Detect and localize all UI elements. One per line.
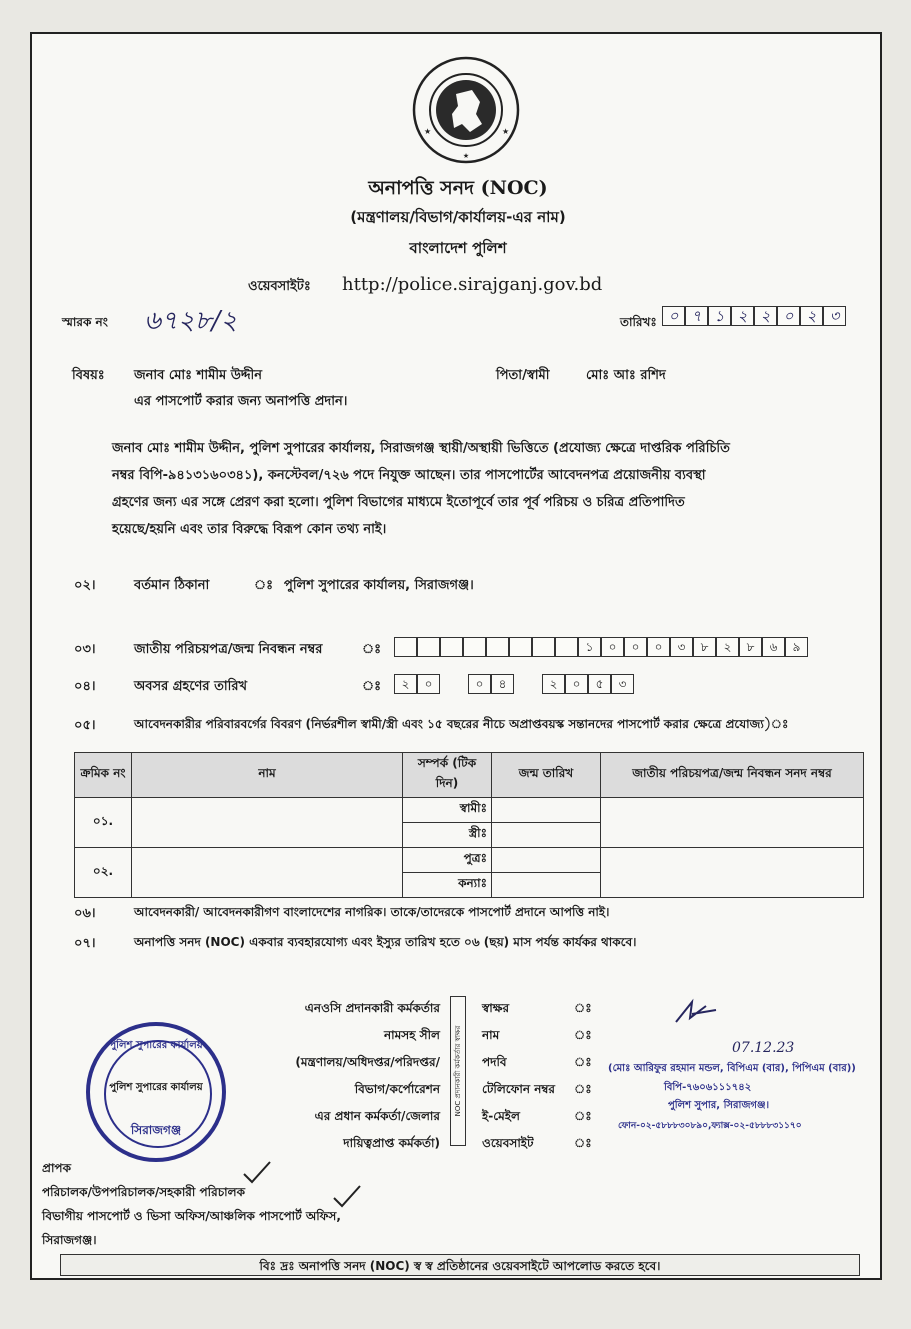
row1-serial: ০১.: [75, 798, 132, 848]
official-seal: [86, 1022, 226, 1162]
seal-top-text: পুলিশ সুপারের কার্যালয়: [109, 1040, 203, 1051]
field-name: নাম: [482, 1028, 500, 1042]
col-dob: জন্ম তারিখ: [492, 753, 601, 798]
officer-phone: ফোন-০২-৫৮৮৮৩০৮৯০,ফ্যাক্স-০২-৫৮৮৮৩১১৭০: [618, 1121, 802, 1131]
nid-digit: [394, 637, 417, 657]
nid-digit: ৩: [670, 637, 693, 657]
item3-number: ০৩।: [74, 642, 96, 657]
page-subtitle: (মন্ত্রণালয়/বিভাগ/কার্যালয়-এর নাম): [350, 208, 566, 226]
subject-label: বিষয়ঃ: [72, 368, 105, 383]
seal-middle-text: পুলিশ সুপারের কার্যালয়: [109, 1082, 203, 1093]
rel-wife: স্ত্রীঃ: [403, 823, 492, 848]
date-digit: ২: [731, 306, 754, 326]
retire-digit: ০: [417, 674, 440, 694]
nid-digit: [440, 637, 463, 657]
nid-digit: ০: [647, 637, 670, 657]
table-row: [75, 848, 864, 873]
tick-mark: [242, 1160, 272, 1184]
date-digit: ২: [800, 306, 823, 326]
body-line3: গ্রহণের জন্য এর সঙ্গে প্রেরণ করা হলো। পুলিশ বিভাগের মাধ্যমে ইতোপূর্বে তার পূর্ব পরিচয় ও চরিত্র প্রতিপাদিত: [112, 495, 685, 510]
date-digit: ৭: [685, 306, 708, 326]
footer-note: বিঃ দ্রঃ অনাপত্তি সনদ (NOC) স্ব স্ব প্রতিষ্ঠানের ওয়েবসাইটে আপলোড করতে হবে।: [259, 1259, 661, 1273]
seal-bottom-text: সিরাজগঞ্জ: [130, 1123, 182, 1137]
col-relation: সম্পর্ক (টিক দিন): [403, 753, 492, 798]
col-nid: জাতীয় পরিচয়পত্র/জন্ম নিবন্ধন সনদ নম্বর: [601, 753, 864, 798]
issue-date-boxes: [662, 306, 846, 326]
row2-serial: ০২.: [75, 848, 132, 898]
item2-label: বর্তমান ঠিকানা: [134, 578, 210, 593]
officer-name: (মোঃ আরিফুর রহমান মন্ডল, বিপিএম (বার), পিপিএম (বার)): [608, 1063, 856, 1074]
family-table: [74, 752, 864, 898]
body-line1: জনাব মোঃ শামীম উদ্দীন, পুলিশ সুপারের কার্যালয়, সিরাজগঞ্জ স্থায়ী/অস্থায়ী ভিত্তিতে (প্রযোজ্য ক্ষেত্রে দাপ্তরিক পরিচিতি: [112, 441, 730, 456]
date-digit: ১: [708, 306, 731, 326]
nid-digit: [463, 637, 486, 657]
father-label: পিতা/স্বামী: [496, 368, 550, 383]
department-name: বাংলাদেশ পুলিশ: [409, 239, 507, 257]
nid-digit: ২: [716, 637, 739, 657]
family-table-header: [75, 753, 864, 798]
date-digit: ৩: [823, 306, 846, 326]
body-line4: হয়েছে/হয়নি এবং তার বিরুদ্ধে বিরূপ কোন তথ্য নাই।: [112, 522, 387, 537]
nid-digit: ১: [578, 637, 601, 657]
col-serial: ক্রমিক নং: [75, 753, 132, 798]
colon: ঃ: [574, 1028, 592, 1042]
colon: ঃ: [574, 1001, 592, 1015]
retire-digit: ৩: [611, 674, 634, 694]
nid-digit: [417, 637, 440, 657]
table-row: [75, 798, 864, 823]
issuer-left-1: এনওসি প্রদানকারী কর্মকর্তার: [304, 1001, 440, 1015]
svg-text:★: ★: [462, 152, 470, 160]
date-digit: ২: [754, 306, 777, 326]
nid-digit: ৮: [739, 637, 762, 657]
retire-digit: ০: [565, 674, 588, 694]
item5-number: ০৫।: [74, 718, 96, 733]
item4-colon: ঃ: [362, 679, 382, 694]
nid-digit: [532, 637, 555, 657]
item6-number: ০৬।: [74, 906, 96, 921]
nid-digit: [555, 637, 578, 657]
retire-digit: ৪: [491, 674, 514, 694]
footer-note-box: [60, 1254, 860, 1276]
retire-digit: ২: [542, 674, 565, 694]
colon: ঃ: [574, 1055, 592, 1069]
noc-document: [30, 32, 882, 1280]
officer-bp: বিপি-৭৬০৬১১১৭৪২: [664, 1082, 752, 1093]
field-signature: স্বাক্ষর: [482, 1001, 510, 1015]
nid-digit: ০: [601, 637, 624, 657]
issuer-left-6: দায়িত্বপ্রাপ্ত কর্মকর্তা): [343, 1136, 440, 1150]
recipient-label: প্রাপক: [42, 1161, 71, 1175]
item4-number: ০৪।: [74, 679, 96, 694]
item3-label: জাতীয় পরিচয়পত্র/জন্ম নিবন্ধন নম্বর: [134, 642, 323, 657]
item7-text: অনাপত্তি সনদ (NOC) একবার ব্যবহারযোগ্য এবং ইস্যুর তারিখ হতে ০৬ (ছয়) মাস পর্যন্ত কার্যকর থাকবে।: [134, 935, 637, 949]
nid-digit: [509, 637, 532, 657]
memo-label: স্মারক নং: [62, 315, 108, 329]
website-url[interactable]: http://police.sirajganj.gov.bd: [342, 274, 603, 295]
field-designation: পদবি: [482, 1055, 507, 1069]
date-digit: ০: [662, 306, 685, 326]
issuer-left-3: (মন্ত্রণালয়/অধিদপ্তর/পরিদপ্তর/: [295, 1055, 440, 1069]
officer-designation: পুলিশ সুপার, সিরাজগঞ্জ।: [668, 1100, 770, 1111]
rel-husband: স্বামীঃ: [403, 798, 492, 823]
subject-line2: এর পাসপোর্ট করার জন্য অনাপত্তি প্রদান।: [134, 394, 348, 409]
retire-digit: ০: [468, 674, 491, 694]
tick-mark: [332, 1184, 362, 1208]
item5-label: আবেদনকারীর পরিবারবর্গের বিবরণ (নির্ভরশীল স্বামী/স্ত্রী এবং ১৫ বছরের নীচে অপ্রাপ্তবয়স্ক সন্তানদের পাসপোর্ট করার ক্ষেত্রে প্রযোজ্য)ঃ: [134, 717, 789, 731]
signature-scribble: [672, 992, 732, 1032]
applicant-name: জনাব মোঃ শামীম উদ্দীন: [134, 368, 263, 383]
item2-number: ০২।: [74, 578, 96, 593]
memo-number: ৬৭২৮/২: [144, 306, 238, 336]
nid-digit: ০: [624, 637, 647, 657]
field-website: ওয়েবসাইট: [482, 1136, 534, 1150]
item7-number: ০৭।: [74, 936, 96, 951]
recipient-line2: বিভাগীয় পাসপোর্ট ও ভিসা অফিস/আঞ্চলিক পাসপোর্ট অফিস,: [42, 1209, 341, 1223]
signature-vertical-box: [450, 996, 466, 1146]
recipient-line3: সিরাজগঞ্জ।: [42, 1233, 97, 1247]
father-name: মোঃ আঃ রশিদ: [586, 368, 666, 383]
date-label: তারিখঃ: [620, 315, 657, 329]
item4-label: অবসর গ্রহণের তারিখ: [134, 679, 248, 694]
vertical-box-text: NOC প্রদানকারী কর্মকর্তার স্বাক্ষর: [454, 1025, 462, 1117]
government-logo: [410, 54, 522, 166]
retirement-year-boxes: [542, 674, 634, 694]
nid-digit: ৬: [762, 637, 785, 657]
nid-digit: ৯: [785, 637, 808, 657]
item2-colon: ঃ: [254, 578, 274, 593]
retirement-day-boxes: [394, 674, 440, 694]
nid-digit: [486, 637, 509, 657]
item6-text: আবেদনকারী/ আবেদনকারীগণ বাংলাদেশের নাগরিক। তাকে/তাদেরকে পাসপোর্ট প্রদানে আপত্তি নাই।: [134, 905, 610, 919]
issuer-left-4: বিভাগ/কর্পোরেশন: [354, 1082, 440, 1096]
colon: ঃ: [574, 1109, 592, 1123]
website-label: ওয়েবসাইটঃ: [248, 279, 311, 294]
date-digit: ০: [777, 306, 800, 326]
colon: ঃ: [574, 1136, 592, 1150]
retire-digit: ২: [394, 674, 417, 694]
signature-date: 07.12.23: [732, 1040, 795, 1056]
col-name: নাম: [132, 753, 403, 798]
item2-value: পুলিশ সুপারের কার্যালয়, সিরাজগঞ্জ।: [284, 578, 474, 593]
field-email: ই-মেইল: [482, 1109, 520, 1123]
rel-daughter: কন্যাঃ: [403, 873, 492, 898]
issuer-left-2: নামসহ সীল: [383, 1028, 440, 1042]
nid-digit: ৮: [693, 637, 716, 657]
nid-number-boxes: [394, 637, 808, 657]
item3-colon: ঃ: [362, 642, 382, 657]
field-phone: টেলিফোন নম্বর: [482, 1082, 556, 1096]
rel-son: পুত্রঃ: [403, 848, 492, 873]
recipient-line1: পরিচালক/উপপরিচালক/সহকারী পরিচালক: [42, 1185, 245, 1199]
colon: ঃ: [574, 1082, 592, 1096]
page-title: অনাপত্তি সনদ (NOC): [368, 177, 548, 199]
svg-text:★: ★: [424, 127, 432, 136]
issuer-left-5: এর প্রধান কর্মকর্তা/জেলার: [314, 1109, 440, 1123]
svg-text:★: ★: [502, 127, 510, 136]
retirement-month-boxes: [468, 674, 514, 694]
body-line2: নম্বর বিপি-৯৪১৩১৬০৩৪১), কনস্টেবল/৭২৬ পদে নিযুক্ত আছেন। তার পাসপোর্টের আবেদনপত্র প্রয়োজনীয় ব্যবস্থা: [112, 468, 706, 483]
retire-digit: ৫: [588, 674, 611, 694]
